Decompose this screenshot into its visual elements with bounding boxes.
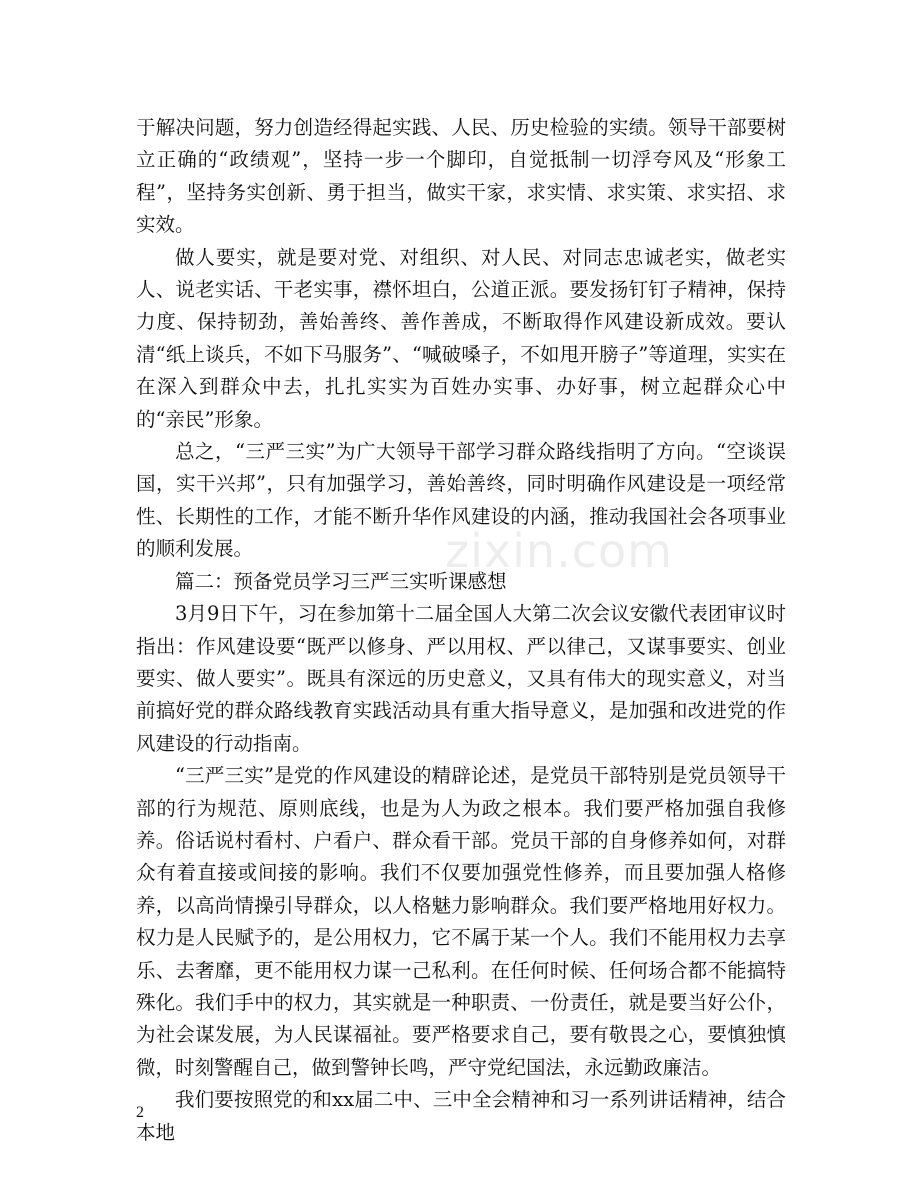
page-number: 2 [136, 1104, 144, 1121]
section-heading: 篇二：预备党员学习三严三实听课感想 [175, 569, 507, 593]
paragraph-5: “三严三实”是党的作风建设的精辟论述，是党员干部特别是党员领导干部的行为规范、原则底线，也是为人为政之根本。我们要严格加强自我修养。俗话说村看村、户看户、群众看干部。党员干部的自身修养如何，对群众有着直接或间接的影响。我们不仅要加强党性修养，而且要加强人格修养，以高尚情操引导群众，以人格魅力影响群众。我们要严格地用好权力。权力是人民赋予的，是公用权力，它不属于某一个人。我们不能用权力去享乐、去奢靡，更不能用权力谋一己私利。在任何时候、任何场合都不能搞特殊化。我们手中的权力，其实就是一种职责、一份责任，就是要当好公仆，为社会谋发展，为人民谋福祉。要严格要求自己，要有敬畏之心，要慎独慎微，时刻警醒自己，做到警钟长鸣，严守党纪国法，永远勤政廉洁。 [136, 764, 786, 1079]
paragraph-6: 我们要按照党的和xx届二中、三中全会精神和习一系列讲话精神，结合本地 [136, 1088, 786, 1144]
paragraph-4: 3月9日下午，习在参加第十二届全国人大第二次会议安徽代表团审议时指出：作风建设要“既严以修身、严以用权、严以律己，又谋事要实、创业要实、做人要实”。既具有深远的历史意义，又具有伟大的现实意义，对当前搞好党的群众路线教育实践活动具有重大指导意义，是加强和改进党的作风建设的行动指南。 [136, 602, 786, 755]
watermark: zixin.com [445, 524, 673, 578]
paragraph-1: 于解决问题，努力创造经得起实践、人民、历史检验的实绩。领导干部要树立正确的“政绩观”，坚持一步一个脚印，自觉抵制一切浮夸风及“形象工程”，坚持务实创新、勇于担当，做实干家，求实情、求实策、求实招、求实效。 [136, 116, 786, 237]
paragraph-2: 做人要实，就是要对党、对组织、对人民、对同志忠诚老实，做老实人、说老实话、干老实事，襟怀坦白，公道正派。要发扬钉钉子精神，保持力度、保持韧劲，善始善终、善作善成，不断取得作风建设新成效。要认清“纸上谈兵，不如下马服务”、“喊破嗓子，不如甩开膀子”等道理，实实在在深入到群众中去，扎扎实实为百姓办实事、办好事，树立起群众心中的“亲民”形象。 [136, 245, 786, 431]
document-body [136, 112, 786, 1149]
paragraph-3: 总之，“三严三实”为广大领导干部学习群众路线指明了方向。“空谈误国，实干兴邦”，只有加强学习，善始善终，同时明确作风建设是一项经常性、长期性的工作，才能不断升华作风建设的内涵，推动我国社会各项事业的顺利发展。 [136, 440, 786, 561]
